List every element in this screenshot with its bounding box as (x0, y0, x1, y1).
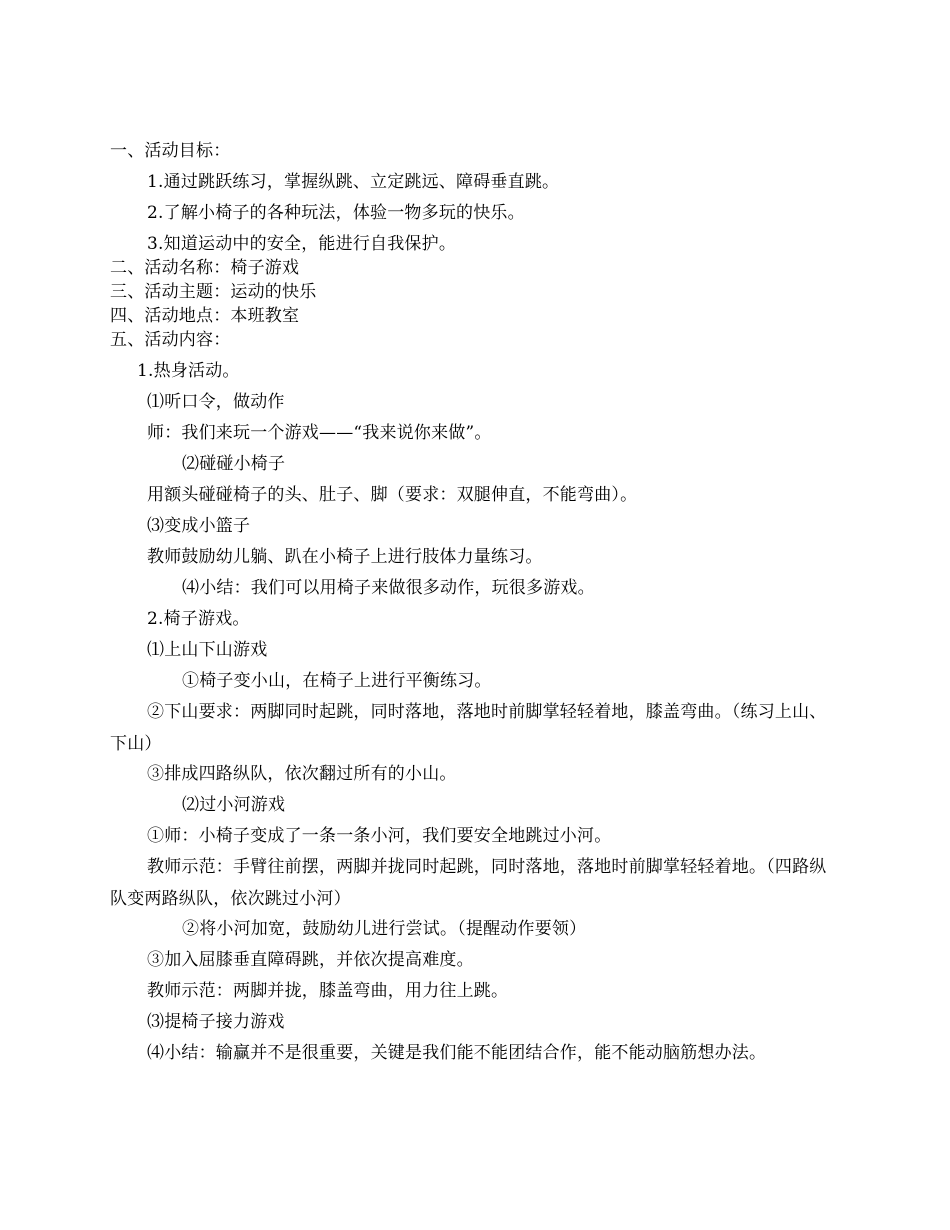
game-3-title: ⑶提椅子接力游戏 (147, 1012, 285, 1032)
game-1-title: ⑴上山下山游戏 (147, 640, 268, 660)
game-2-title: ⑵过小河游戏 (182, 795, 286, 815)
goal-item-2: 2.了解小椅子的各种玩法，体验一物多玩的快乐。 (147, 203, 525, 223)
section-chair-games: 2.椅子游戏。 (147, 609, 250, 629)
warmup-summary: ⑷小结：我们可以用椅子来做很多动作，玩很多游戏。 (182, 578, 595, 598)
goal-item-3: 3.知道运动中的安全，能进行自我保护。 (147, 234, 457, 254)
section-warmup: 1.热身活动。 (137, 361, 240, 381)
game-2-demo: 教师示范：手臂往前摆，两脚并拢同时起跳，同时落地，落地时前脚掌轻轻着地。（四路纵队变两路纵队，依次跳过小河） (110, 857, 827, 909)
heading-activity-theme: 三、活动主题：运动的快乐 (110, 282, 317, 302)
game-1-step-3: ③排成四路纵队，依次翻过所有的小山。 (147, 764, 457, 784)
heading-activity-name: 二、活动名称：椅子游戏 (110, 258, 300, 278)
game-1-step-1: ①椅子变小山，在椅子上进行平衡练习。 (182, 671, 492, 691)
warmup-step-1: ⑴听口令，做动作 (147, 392, 285, 412)
games-summary: ⑷小结：输赢并不是很重要，关键是我们能不能团结合作，能不能动脑筋想办法。 (147, 1043, 767, 1063)
game-2-demo-2: 教师示范：两脚并拢，膝盖弯曲，用力往上跳。 (147, 981, 509, 1001)
warmup-step-2-text: 用额头碰碰椅子的头、肚子、脚（要求：双腿伸直，不能弯曲）。 (147, 485, 638, 505)
goal-item-1: 1.通过跳跃练习，掌握纵跳、立定跳远、障碍垂直跳。 (147, 172, 560, 192)
warmup-step-3: ⑶变成小篮子 (147, 516, 251, 536)
heading-activity-goals: 一、活动目标： (110, 141, 231, 161)
game-2-step-1: ①师：小椅子变成了一条一条小河，我们要安全地跳过小河。 (147, 826, 612, 846)
heading-activity-location: 四、活动地点：本班教室 (110, 306, 300, 326)
warmup-step-3-text: 教师鼓励幼儿躺、趴在小椅子上进行肢体力量练习。 (147, 547, 543, 567)
warmup-step-2: ⑵碰碰小椅子 (182, 454, 286, 474)
game-2-step-2: ②将小河加宽，鼓励幼儿进行尝试。（提醒动作要领） (182, 919, 587, 939)
warmup-step-1-text: 师：我们来玩一个游戏——“我来说你来做”。 (147, 423, 492, 443)
game-2-step-3: ③加入屈膝垂直障碍跳，并依次提高难度。 (147, 950, 474, 970)
game-1-step-2: ②下山要求：两脚同时起跳，同时落地，落地时前脚掌轻轻着地，膝盖弯曲。（练习上山、下山） (110, 702, 827, 754)
heading-activity-content: 五、活动内容： (110, 330, 231, 350)
